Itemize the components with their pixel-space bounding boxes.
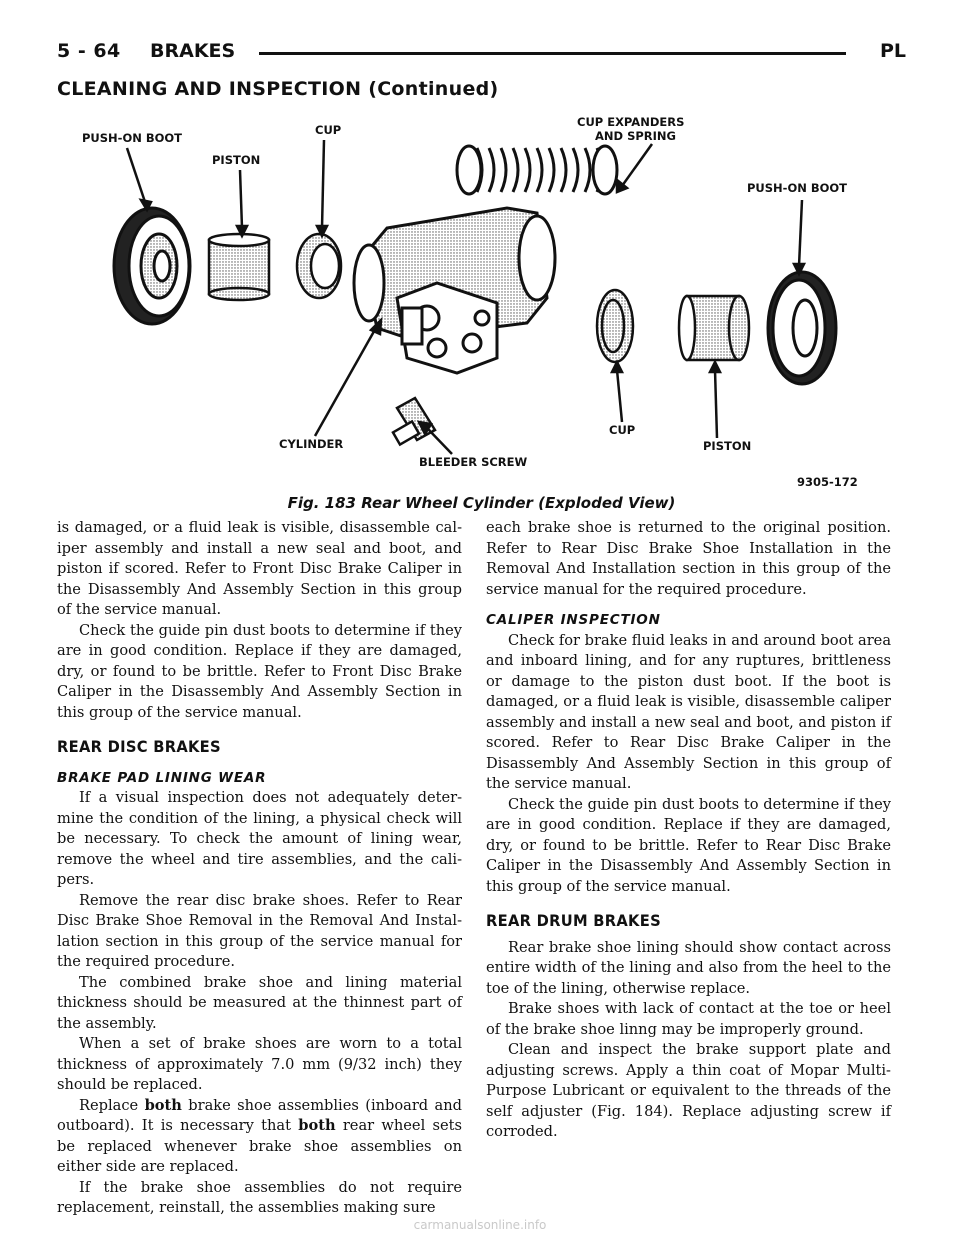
cup-left [297, 234, 341, 298]
header-rule [259, 52, 846, 55]
piston-left [209, 234, 269, 300]
bleeder-screw [393, 398, 435, 445]
label-piston-left: PISTON [212, 153, 261, 167]
paragraph: is damaged, or a fluid leak is visible, disassemble caliper assembly and install a new seal and boot, and piston if scored. Refer to Front Disc Brake Caliper in the Disassembly And Assembly Section in this group of the service manual. [57, 519, 462, 618]
label-cup-right: CUP [609, 423, 636, 437]
paragraph: Check for brake fluid leaks in and around boot area and inboard lining, and for any ruptures, brittleness or damage to the piston dust boot. If the boot is damaged, or a fluid leak is visible, disassemble caliper assembly and install a new seal and boot, and piston if scored. Refer to Rear Disc Brake Caliper in the Disassembly And Assembly Section in this group of the service manual. [486, 631, 892, 792]
paragraph: If a visual inspection does not adequately determine the condition of the lining, a physical check will be necessary. To check the amount of lining wear, remove the wheel and tire assemblies, and the calipers. [57, 789, 462, 888]
piston-right [679, 296, 749, 360]
text-run: brake shoe assemblies (inboard and outboard). It is necessary that [57, 1096, 462, 1134]
label-cylinder: CYLINDER [279, 437, 344, 451]
label-cup-left: CUP [315, 123, 342, 137]
watermark: carmanualsonline.info [413, 1218, 547, 1232]
label-bleeder-screw: BLEEDER SCREW [419, 455, 528, 469]
push-on-boot-right [768, 272, 836, 384]
figure-caption: Fig. 183 Rear Wheel Cylinder (Exploded View) [287, 494, 676, 512]
paragraph-replace-both [57, 1096, 462, 1178]
subheading-brake-pad-lining-wear: BRAKE PAD LINING WEAR [57, 769, 267, 786]
right-column [486, 518, 891, 1143]
model-code: PL [879, 40, 906, 62]
paragraph: Check the guide pin dust boots to determine if they are in good condition. Replace if they are damaged, dry, or found to be brittle. Refer to Rear Disc Brake Caliper in the Disassembly And Assembly Section in this group of the service manual. [486, 795, 891, 895]
page-header [57, 38, 906, 72]
label-push-on-boot-left: PUSH-ON BOOT [82, 131, 183, 145]
label-cup-expanders-line1: CUP EXPANDERS [577, 115, 685, 129]
paragraph: each brake shoe is returned to the original position. Refer to Rear Disc Brake Shoe Installation in the Removal And Installation section in this group of the service manual for the required procedure. [486, 519, 891, 598]
figure-rear-wheel-cylinder [57, 108, 906, 512]
chapter-title: BRAKES [150, 40, 236, 62]
label-figure-id: 9305-172 [797, 475, 858, 488]
section-title: CLEANING AND INSPECTION (Continued) [57, 78, 499, 100]
emphasis-both: both [298, 1117, 336, 1134]
left-column [57, 518, 462, 1219]
paragraph: When a set of brake shoes are worn to a total thickness of approximately 7.0 mm (9/32 inch) they should be replaced. [57, 1035, 462, 1093]
label-push-on-boot-right: PUSH-ON BOOT [747, 181, 848, 195]
paragraph: If the brake shoe assemblies do not require replacement, reinstall, the assemblies making sure [57, 1178, 462, 1216]
paragraph: The combined brake shoe and lining material thickness should be measured at the thinnest part of the assembly. [57, 973, 462, 1032]
paragraph: Rear brake shoe lining should show contact across entire width of the lining and also from the heel to the toe of the lining, otherwise replace. [486, 938, 891, 997]
paragraph: Brake shoes with lack of contact at the toe or heel of the brake shoe linng may be improperly ground. [486, 1000, 891, 1038]
heading-rear-drum-brakes: REAR DRUM BRAKES [486, 911, 661, 930]
subheading-caliper-inspection: CALIPER INSPECTION [486, 612, 661, 628]
text-run: rear wheel sets be replaced whenever brake shoe assemblies on either side are replaced. [57, 1117, 462, 1175]
text-run: Replace [79, 1096, 145, 1114]
cylinder-body [354, 208, 555, 373]
push-on-boot-left [114, 208, 190, 324]
cup-expanders-spring [457, 146, 617, 194]
paragraph: Clean and inspect the brake support plate and adjusting screws. Apply a thin coat of Mopar Multi-Purpose Lubricant or equivalent to the threads of the self adjuster (Fig. 184). Replace adjusting screw if corroded. [486, 1041, 891, 1140]
paragraph: Check the guide pin dust boots to determine if they are in good condition. Replace if they are damaged, dry, or found to be brittle. Refer to Front Disc Brake Caliper in the Disassembly And Assembly Section in this group of the service manual. [57, 621, 462, 721]
label-piston-right: PISTON [703, 439, 752, 453]
exploded-view-diagram [57, 108, 906, 488]
cup-right [597, 290, 633, 362]
label-cup-expanders-line2: AND SPRING [595, 129, 676, 143]
page-number: 5 - 64 [57, 40, 121, 62]
paragraph: Remove the rear disc brake shoes. Refer to Rear Disc Brake Shoe Removal in the Removal And Installation section in this group of the service manual for the required procedure. [57, 891, 462, 970]
emphasis-both: both [144, 1096, 182, 1114]
heading-rear-disc-brakes: REAR DISC BRAKES [57, 737, 221, 756]
